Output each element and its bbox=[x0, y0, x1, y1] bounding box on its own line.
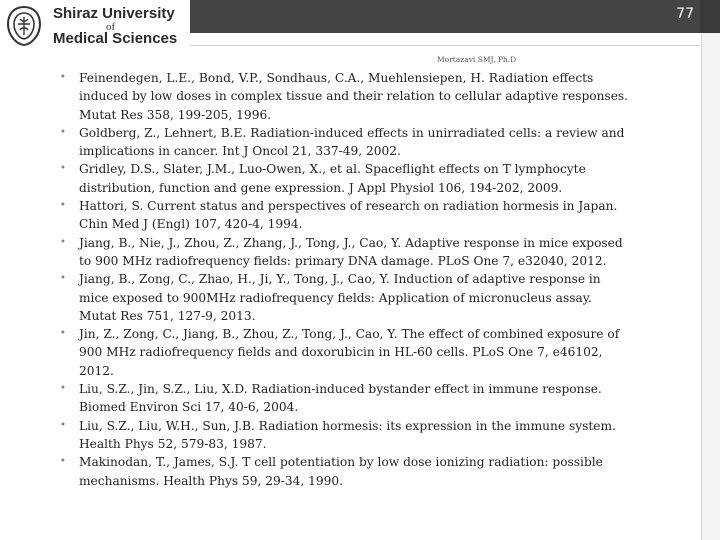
logo-line-medical-sciences: Medical Sciences bbox=[53, 30, 178, 47]
reference-item bbox=[60, 325, 678, 380]
reference-item bbox=[60, 197, 678, 234]
reference-line: Makinodan, T., James, S.J. T cell potentiation by low dose ionizing radiation: possible bbox=[79, 455, 603, 470]
reference-line: Liu, S.Z., Jin, S.Z., Liu, X.D. Radiation-induced bystander effect in immune response. bbox=[79, 382, 602, 397]
bullet-icon: • bbox=[60, 126, 66, 138]
reference-item bbox=[60, 417, 678, 454]
reference-line: Gridley, D.S., Slater, J.M., Luo-Owen, X., et al. Spaceflight effects on T lymphocyte bbox=[79, 162, 586, 177]
university-logo bbox=[0, 0, 190, 52]
page-number: 77 bbox=[676, 6, 694, 22]
reference-line: implications in cancer. Int J Oncol 21, 337-49, 2002. bbox=[79, 144, 401, 159]
bullet-icon: • bbox=[60, 456, 66, 468]
reference-line: Mutat Res 751, 127-9, 2013. bbox=[79, 308, 256, 323]
bullet-icon: • bbox=[60, 328, 66, 340]
reference-item bbox=[60, 124, 678, 161]
reference-item bbox=[60, 69, 678, 124]
reference-line: Feinendegen, L.E., Bond, V.P., Sondhaus, C.A., Muehlensiepen, H. Radiation effects bbox=[79, 71, 594, 85]
reference-line: Goldberg, Z., Lehnert, B.E. Radiation-induced effects in unirradiated cells: a review and bbox=[79, 125, 625, 140]
reference-line: Jin, Z., Zong, C., Jiang, B., Zhou, Z., Tong, J., Cao, Y. The effect of combined exposure of bbox=[79, 327, 620, 342]
bullet-icon: • bbox=[60, 163, 66, 175]
bullet-icon: • bbox=[60, 419, 66, 431]
bullet-icon: • bbox=[60, 72, 66, 83]
reference-line: 2012. bbox=[79, 363, 114, 378]
reference-line: distribution, function and gene expression. J Appl Physiol 106, 194-202, 2009. bbox=[79, 180, 563, 195]
reference-line: Biomed Environ Sci 17, 40-6, 2004. bbox=[79, 400, 299, 415]
reference-line: induced by low doses in complex tissue and their relation to cellular adaptive responses. bbox=[79, 89, 629, 104]
reference-item bbox=[60, 270, 678, 325]
reference-line: to 900 MHz radiofrequency fields: primary DNA damage. PLoS One 7, e32040, 2012. bbox=[79, 253, 607, 268]
reference-line: Mutat Res 358, 199-205, 1996. bbox=[79, 107, 272, 122]
reference-line: mechanisms. Health Phys 59, 29-34, 1990. bbox=[79, 473, 343, 488]
reference-line: Health Phys 52, 579-83, 1987. bbox=[79, 436, 267, 451]
header-bar bbox=[190, 0, 700, 33]
bullet-icon: • bbox=[60, 236, 66, 248]
author-credit: Mortazavi SMJ, Ph.D bbox=[437, 55, 517, 64]
reference-line: Hattori, S. Current status and perspectives of research on radiation hormesis in Japan. bbox=[79, 199, 618, 214]
reference-item bbox=[60, 380, 678, 417]
reference-line: Chin Med J (Engl) 107, 420-4, 1994. bbox=[79, 217, 303, 232]
logo-line-university: Shiraz University bbox=[53, 5, 175, 22]
reference-item bbox=[60, 234, 678, 271]
logo-line-of: of bbox=[106, 21, 116, 33]
reference-line: Jiang, B., Zong, C., Zhao, H., Ji, Y., Tong, J., Cao, Y. Induction of adaptive response in bbox=[79, 272, 601, 287]
bullet-icon: • bbox=[60, 383, 66, 395]
reference-line: Liu, S.Z., Liu, W.H., Sun, J.B. Radiation hormesis: its expression in the immune system. bbox=[79, 418, 616, 433]
bullet-icon: • bbox=[60, 200, 66, 212]
reference-line: 900 MHz radiofrequency fields and doxorubicin in HL-60 cells. PLoS One 7, e46102, bbox=[79, 345, 603, 360]
reference-item bbox=[60, 160, 678, 197]
header-divider bbox=[190, 45, 700, 46]
reference-line: mice exposed to 900MHz radiofrequency fields: Application of micronucleus assay. bbox=[79, 290, 592, 305]
reference-line: Jiang, B., Nie, J., Zhou, Z., Zhang, J., Tong, J., Cao, Y. Adaptive response in mice exposed bbox=[79, 235, 623, 250]
header-bar-corner bbox=[700, 0, 720, 33]
reference-list bbox=[60, 69, 678, 490]
right-margin-band bbox=[702, 33, 720, 540]
university-seal-icon bbox=[4, 4, 44, 48]
bullet-icon: • bbox=[60, 273, 66, 285]
reference-item bbox=[60, 453, 678, 490]
